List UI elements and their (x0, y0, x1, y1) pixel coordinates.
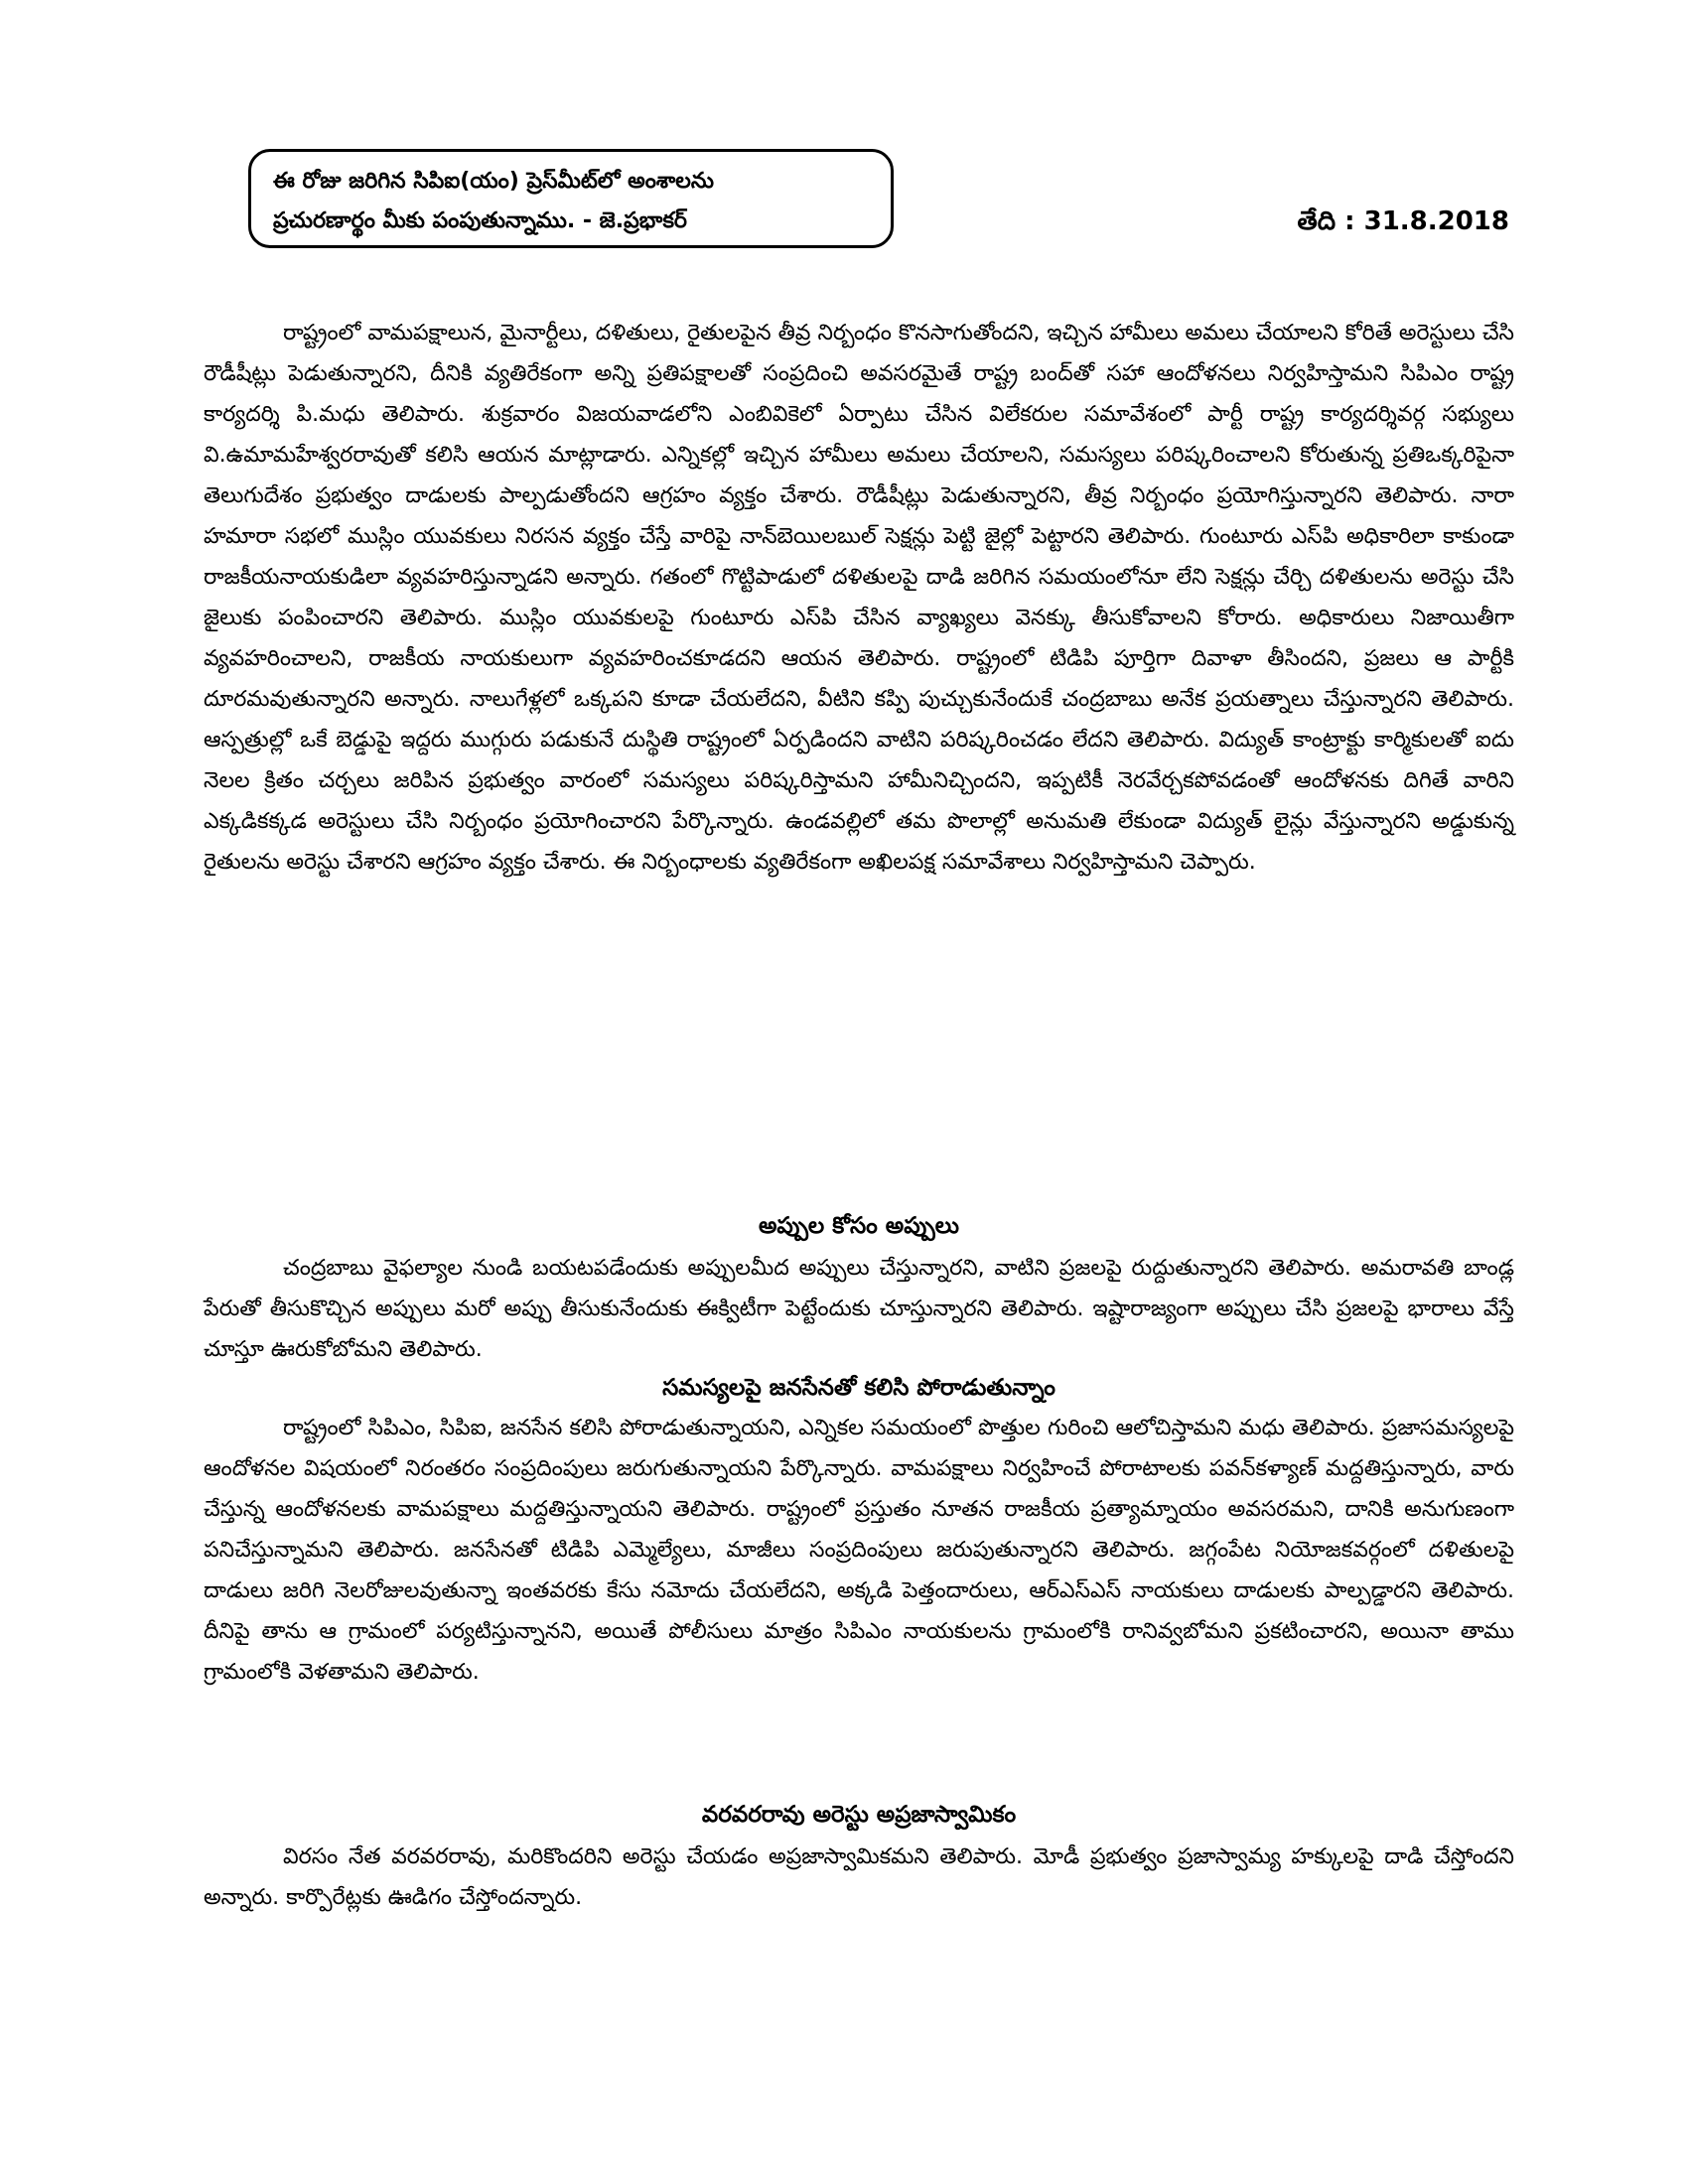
heading-janasena: సమస్యలపై జనసేనతో కలిసి పోరాడుతున్నాం (662, 1375, 1055, 1401)
debts-paragraph: చంద్రబాబు వైఫల్యాల నుండి బయటపడేందుకు అప్పులమీద అప్పులు చేస్తున్నారని, వాటిని ప్రజలపై రుద్దుతున్నారని తెలిపారు. అమరావతి బాండ్ల పేరుతో తీసుకొచ్చిన అప్పులు మరో అప్పు తీసుకునేందుకు ఈక్విటీగా పెట్టేందుకు చూస్తున్నారని తెలిపారు. ఇష్టారాజ్యంగా అప్పులు చేసి ప్రజలపై భారాలు వేస్తే చూస్తూ ఊరుకోబోమని తెలిపారు. (204, 1256, 1514, 1362)
header-line-1: ఈ రోజు జరిగిన సిపిఐ(యం) ప్రెస్‌మీట్‌లో అంశాలను (273, 169, 714, 194)
intro-paragraph: రాష్ట్రంలో వామపక్షాలున, మైనార్టీలు, దళితులు, రైతులపైన తీవ్ర నిర్బంధం కొనసాగుతోందని, ఇచ్చిన హామీలు అమలు చేయాలని కోరితే అరెస్టులు చేసి రౌడీషీట్లు పెడుతున్నారని, దీనికి వ్యతిరేకంగా అన్ని ప్రతిపక్షాలతో సంప్రదించి అవసరమైతే రాష్ట్ర బంద్‌తో సహా ఆందోళనలు నిర్వహిస్తామని సిపిఎం రాష్ట్ర కార్యదర్శి పి.మధు తెలిపారు. శుక్రవారం విజయవాడలోని ఎంబివికెలో ఏర్పాటు చేసిన విలేకరుల సమావేశంలో పార్టీ రాష్ట్ర కార్యదర్శివర్గ సభ్యులు వి.ఉమామహేశ్వరరావుతో కలిసి ఆయన మాట్లాడారు. ఎన్నికల్లో ఇచ్చిన హామీలు అమలు చేయాలని, సమస్యలు పరిష్కరించాలని కోరుతున్న ప్రతిఒక్కరిపైనా తెలుగుదేశం ప్రభుత్వం దాడులకు పాల్పడుతోందని ఆగ్రహం వ్యక్తం చేశారు. రౌడీషీట్లు పెడుతున్నారని, తీవ్ర నిర్బంధం ప్రయోగిస్తున్నారని తెలిపారు. నారా హమారా సభలో ముస్లిం యువకులు నిరసన వ్యక్తం చేస్తే వారిపై నాన్‌బెయిలబుల్ సెక్షన్లు పెట్టి జైల్లో పెట్టారని తెలిపారు. గుంటూరు ఎస్‌పి అధికారిలా కాకుండా రాజకీయనాయకుడిలా వ్యవహరిస్తున్నాడని అన్నారు. గతంలో గొట్టిపాడులో దళితులపై దాడి జరిగిన సమయంలోనూ లేని సెక్షన్లు చేర్చి దళితులను అరెస్టు చేసి జైలుకు పంపించారని తెలిపారు. ముస్లిం యువకులపై గుంటూరు ఎస్‌పి చేసిన వ్యాఖ్యలు వెనక్కు తీసుకోవాలని కోరారు. అధికారులు నిజాయితీగా వ్యవహరించాలని, రాజకీయ నాయకులుగా వ్యవహరించకూడదని ఆయన తెలిపారు. రాష్ట్రంలో టిడిపి పూర్తిగా దివాళా తీసిందని, ప్రజలు ఆ పార్టీకి దూరమవుతున్నారని అన్నారు. నాలుగేళ్లలో ఒక్కపని కూడా చేయలేదని, వీటిని కప్పి పుచ్చుకునేందుకే చంద్రబాబు అనేక ప్రయత్నాలు చేస్తున్నారని తెలిపారు. ఆస్పత్రుల్లో ఒకే బెడ్డుపై ఇద్దరు ముగ్గురు పడుకునే దుస్థితి రాష్ట్రంలో ఏర్పడిందని వాటిని పరిష్కరించడం లేదని తెలిపారు. విద్యుత్ కాంట్రాక్టు కార్మికులతో ఐదు నెలల క్రితం చర్చలు జరిపిన ప్రభుత్వం వారంలో సమస్యలు పరిష్కరిస్తామని హామీనిచ్చిందని, ఇప్పటికీ నెరవేర్చకపోవడంతో ఆందోళనకు దిగితే వారిని ఎక్కడికక్కడ అరెస్టులు చేసి నిర్బంధం ప్రయోగించారని పేర్కొన్నారు. ఉండవల్లిలో తమ పొలాల్లో అనుమతి లేకుండా విద్యుత్ లైన్లు వేస్తున్నారని అడ్డుకున్న రైతులను అరెస్టు చేశారని ఆగ్రహం వ్యక్తం చేశారు. ఈ నిర్బంధాలకు వ్యతిరేకంగా అఖిలపక్ష సమావేశాలు నిర్వహిస్తామని చెప్పారు. (204, 321, 1514, 875)
janasena-paragraph: రాష్ట్రంలో సిపిఎం, సిపిఐ, జనసేన కలిసి పోరాడుతున్నాయని, ఎన్నికల సమయంలో పొత్తుల గురించి ఆలోచిస్తామని మధు తెలిపారు. ప్రజాసమస్యలపై ఆందోళనల విషయంలో నిరంతరం సంప్రదింపులు జరుగుతున్నాయని పేర్కొన్నారు. వామపక్షాలు నిర్వహించే పోరాటాలకు పవన్‌కళ్యాణ్ మద్దతిస్తున్నారు, వారు చేస్తున్న ఆందోళనలకు వామపక్షాలు మద్దతిస్తున్నాయని తెలిపారు. రాష్ట్రంలో ప్రస్తుతం నూతన రాజకీయ ప్రత్యామ్నాయం అవసరమని, దానికి అనుగుణంగా పనిచేస్తున్నామని తెలిపారు. జనసేనతో టిడిపి ఎమ్మెల్యేలు, మాజీలు సంప్రదింపులు జరుపుతున్నారని తెలిపారు. జగ్గంపేట నియోజకవర్గంలో దళితులపై దాడులు జరిగి నెలరోజులవుతున్నా ఇంతవరకు కేసు నమోదు చేయలేదని, అక్కడి పెత్తందారులు, ఆర్‌ఎస్‌ఎస్ నాయకులు దాడులకు పాల్పడ్డారని తెలిపారు. దీనిపై తాను ఆ గ్రామంలో పర్యటిస్తున్నానని, అయితే పోలీసులు మాత్రం సిపిఎం నాయకులను గ్రామంలోకి రానివ్వబోమని ప్రకటించారని, అయినా తాము గ్రామంలోకి వెళతామని తెలిపారు. (204, 1416, 1515, 1685)
header-box (248, 149, 894, 248)
heading-debts: అప్పుల కోసం అప్పులు (759, 1213, 959, 1239)
header-line-2: ప్రచురణార్థం మీకు పంపుతున్నాము. - జె.ప్రభాకర్ (273, 208, 687, 233)
heading-varavararao: వరవరరావు అరెస్టు అప్రజాస్వామికం (701, 1802, 1017, 1828)
varavararao-paragraph: విరసం నేత వరవరరావు, మరికొందరిని అరెస్టు చేయడం అప్రజాస్వామికమని తెలిపారు. మోడీ ప్రభుత్వం ప్రజాస్వామ్య హక్కులపై దాడి చేస్తోందని అన్నారు. కార్పొరేట్లకు ఊడిగం చేస్తోందన్నారు. (204, 1844, 1514, 1910)
date-label: తేది : 31.8.2018 (1297, 206, 1509, 236)
